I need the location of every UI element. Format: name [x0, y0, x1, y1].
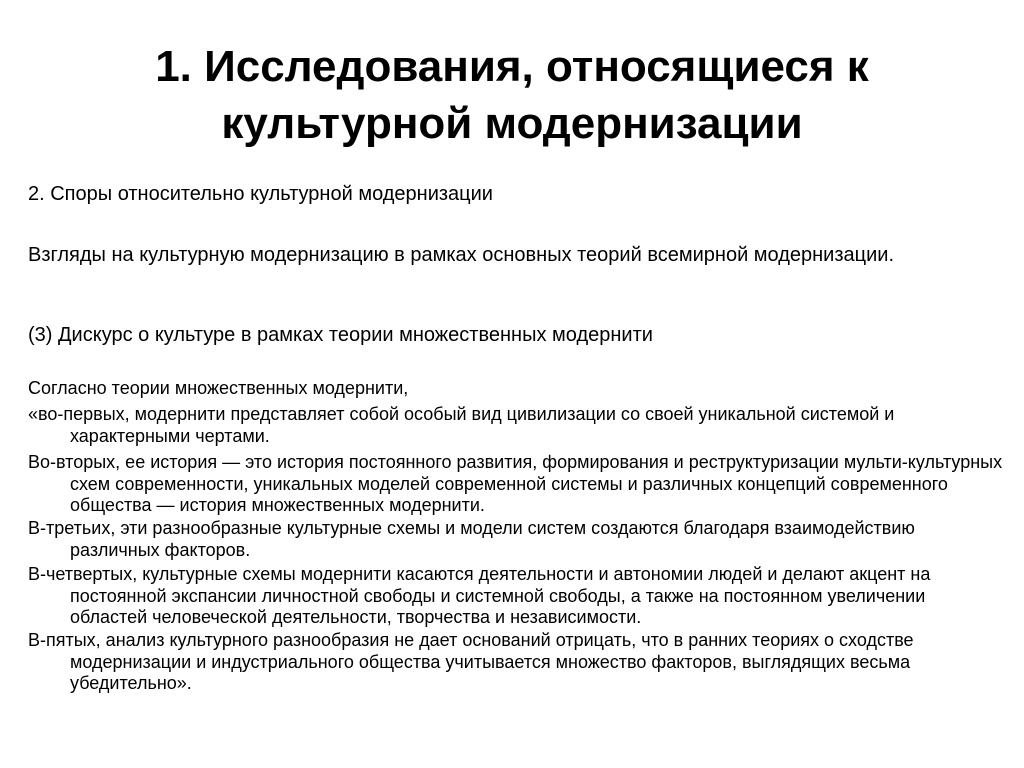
- paragraph-fourth: В-четвертых, культурные схемы модернити касаются деятельности и автономии людей и делают акцент на постоянной экспансии личностной свободы и системной свободы, а также на постоянном увеличении областей человеческой деятельности, творчества и независимости.: [28, 564, 931, 627]
- paragraph-fifth: В-пятых, анализ культурного разнообразия не дает оснований отрицать, что в ранних теориях о сходстве модернизации и индустриального общества учитывается множество факторов, выглядящих весьма убедительно».: [28, 630, 914, 693]
- paragraph-subheading: 2. Споры относительно культурной модернизации: [28, 183, 493, 205]
- paragraph-views: Взгляды на культурную модернизацию в рамках основных теорий всемирной модернизации.: [28, 244, 895, 266]
- paragraph-discourse: (3) Дискурс о культуре в рамках теории множественных модернити: [28, 324, 653, 346]
- paragraph-first: «во-первых, модернити представляет собой особый вид цивилизации со своей уникальной системой и характерными чертами.: [28, 404, 895, 446]
- slide-title: [40, 38, 984, 152]
- paragraph-intro: Согласно теории множественных модернити,: [28, 378, 409, 398]
- paragraph-second: Во-вторых, ее история — это история постоянного развития, формирования и реструктуризации мульти-культурных схем современности, уникальных моделей современной системы и различных концепций современного общества — история множественных модернити.: [28, 452, 1003, 515]
- paragraph-third: В-третьих, эти разнообразные культурные схемы и модели систем создаются благодаря взаимодействию различных факторов.: [28, 518, 915, 560]
- title-line-1: 1. Исследования, относящиеся к: [155, 42, 869, 91]
- title-line-2: культурной модернизации: [221, 99, 803, 148]
